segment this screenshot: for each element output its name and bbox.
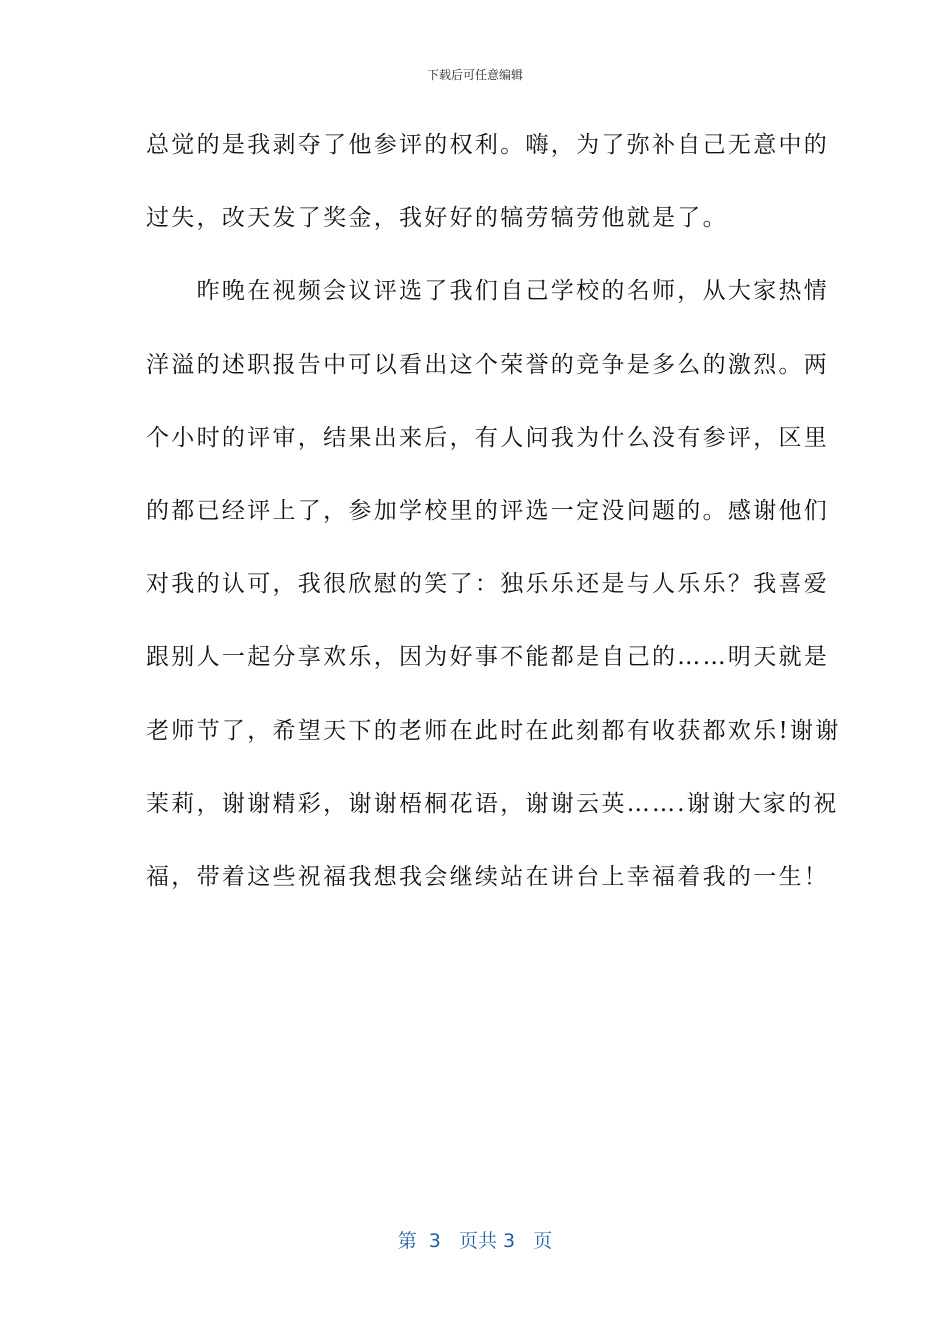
page-footer: 第 3 页共 3 页 (397, 1230, 553, 1252)
body-line: 跟别人一起分享欢乐，因为好事不能都是自己的……明天就是 (146, 644, 830, 671)
body-line: 老师节了，希望天下的老师在此时在此刻都有收获都欢乐!谢谢 (146, 717, 841, 744)
body-line: 昨晚在视频会议评选了我们自己学校的名师，从大家热情 (146, 278, 830, 305)
document-body (146, 122, 841, 927)
body-line: 总觉的是我剥夺了他参评的权利。嗨，为了弥补自己无意中的 (146, 132, 830, 158)
body-line: 的都已经评上了，参加学校里的评选一定没问题的。感谢他们 (146, 497, 830, 524)
body-line: 洋溢的述职报告中可以看出这个荣誉的竞争是多么的激烈。两 (146, 351, 830, 378)
page-header-note: 下载后可任意编辑 (426, 68, 523, 82)
body-line: 茉莉，谢谢精彩，谢谢梧桐花语，谢谢云英…….谢谢大家的祝 (146, 790, 839, 817)
body-line: 个小时的评审，结果出来后，有人问我为什么没有参评，区里 (146, 424, 830, 451)
body-line: 福，带着这些祝福我想我会继续站在讲台上幸福着我的一生！ (146, 863, 830, 890)
body-line: 对我的认可，我很欣慰的笑了：独乐乐还是与人乐乐？我喜爱 (146, 571, 830, 598)
body-line: 过失，改天发了奖金，我好好的犒劳犒劳他就是了。 (146, 205, 728, 232)
